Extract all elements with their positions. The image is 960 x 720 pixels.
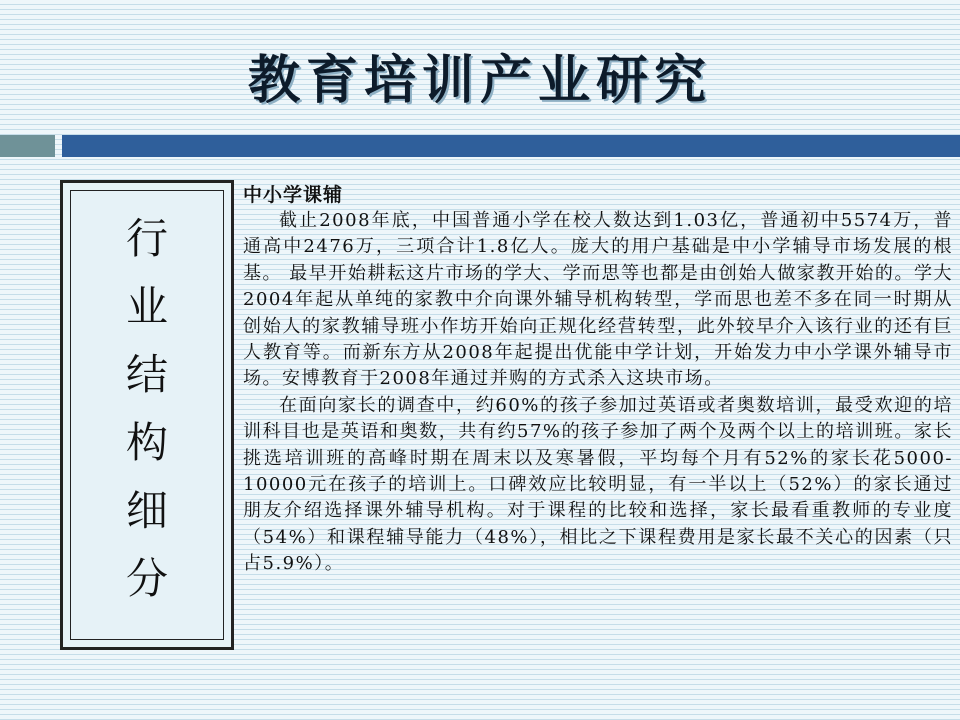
sidebar-char: 分 xyxy=(125,554,168,603)
slide-title: 教育培训产业研究 xyxy=(247,51,712,111)
sidebar-box xyxy=(60,180,234,650)
sidebar-char: 构 xyxy=(125,418,168,467)
sidebar-char: 行 xyxy=(125,214,168,263)
content-area xyxy=(243,182,953,578)
accent-bar-left xyxy=(0,135,55,157)
sidebar-char: 结 xyxy=(125,350,168,399)
content-paragraph: 在面向家长的调查中，约60%的孩子参加过英语或者奥数培训，最受欢迎的培训科目也是英语和奥数，共有约57%的孩子参加了两个及两个以上的培训班。家长挑选培训班的高峰时期在周末以及寒暑假，平均每个月有52%的家长花5000-10000元在孩子的培训上。口碑效应比较明显，有一半以上（52%）的家长通过朋友介绍选择课外辅导机构。对于课程的比较和选择，家长最看重教师的专业度（54%）和课程辅导能力（48%），相比之下课程费用是家长最不关心的因素（只占5.9%）。 xyxy=(243,394,953,575)
accent-bar-right xyxy=(62,135,960,157)
sidebar-char: 业 xyxy=(125,282,168,331)
sidebar-char: 细 xyxy=(125,486,168,535)
sidebar-inner-frame xyxy=(70,190,224,640)
content-paragraph: 截止2008年底，中国普通小学在校人数达到1.03亿，普通初中5574万，普通高中2476万，三项合计1.8亿人。庞大的用户基础是中小学辅导市场发展的根基。 最早开始耕耘这片市场的学大、学而思等也都是由创始人做家教开始的。学大2004年起从单纯的家教中介向课外辅导机构转型，学而思也差不多在同一时期从创始人的家教辅导班小作坊开始向正规化经营转型，此外较早介入该行业的还有巨人教育等。而新东方从2008年起提出优能中学计划，开始发力中小学课外辅导市场。安博教育于2008年通过并购的方式杀入这块市场。 xyxy=(243,210,953,390)
content-heading: 中小学课辅 xyxy=(243,184,344,206)
